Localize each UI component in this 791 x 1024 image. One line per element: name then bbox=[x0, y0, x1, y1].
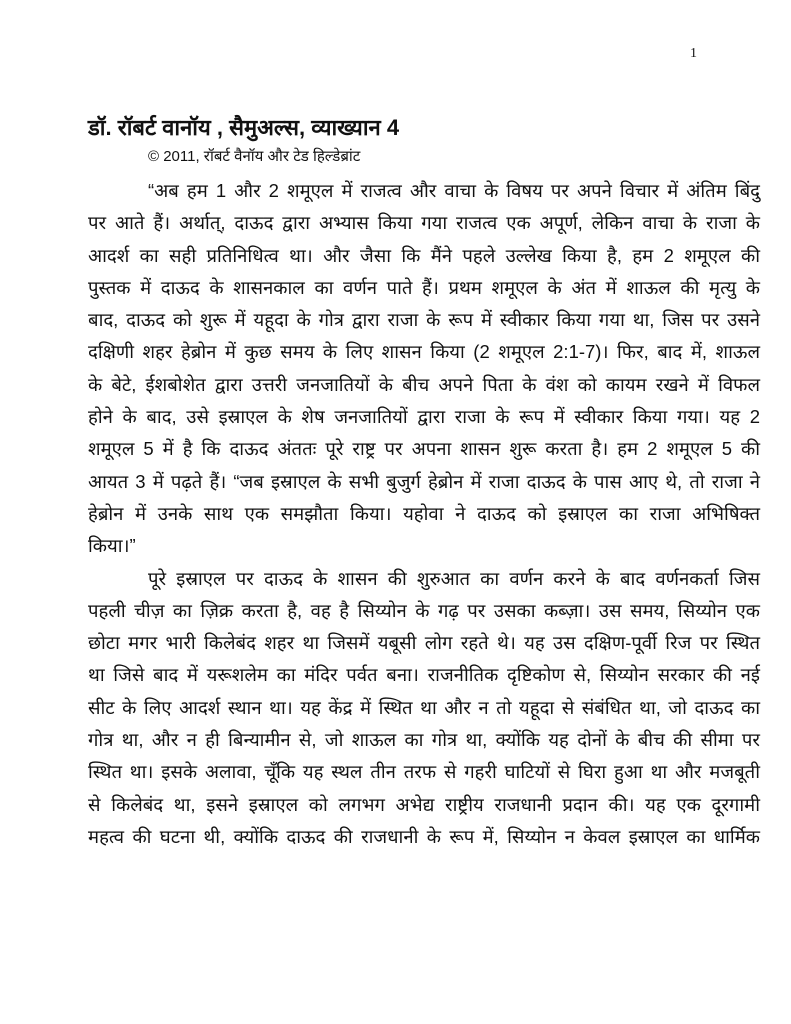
text-line: पहली चीज़ का ज़िक्र करता है, वह है सिय्योन के गढ़ पर उसका कब्ज़ा। उस समय, सिय्योन एक bbox=[88, 599, 760, 621]
text-line: होने के बाद, उसे इस्राएल के शेष जनजातियों द्वारा राजा के रूप में स्वीकार किया गया। यह 2 bbox=[88, 406, 760, 428]
text-line: पूरे इस्राएल पर दाऊद के शासन की शुरुआत का वर्णन करने के बाद वर्णनकर्ता जिस bbox=[148, 567, 760, 589]
text-line: बाद, दाऊद को शुरू में यहूदा के गोत्र द्वारा राजा के रूप में स्वीकार किया गया था, जिस पर उसने bbox=[88, 309, 760, 331]
document-title: डॉ. रॉबर्ट वानॉय , सैमुअल्स, व्याख्यान 4 bbox=[88, 115, 400, 140]
text-line: पुस्तक में दाऊद के शासनकाल का वर्णन पाते हैं। प्रथम शमूएल के अंत में शाऊल की मृत्यु के bbox=[88, 276, 760, 298]
page-number: 1 bbox=[690, 46, 697, 61]
text-line: आयत 3 में पढ़ते हैं। “जब इस्राएल के सभी बुजुर्ग हेब्रोन में राजा दाऊद के पास आए थे, तो राजा ने bbox=[88, 470, 760, 492]
text-line: से किलेबंद था, इसने इस्राएल को लगभग अभेद्य राष्ट्रीय राजधानी प्रदान की। यह एक दूरगामी bbox=[88, 793, 760, 815]
text-line: पर आते हैं। अर्थात्, दाऊद द्वारा अभ्यास किया गया राजत्व एक अपूर्ण, लेकिन वाचा के राजा के bbox=[88, 212, 760, 234]
text-line: छोटा मगर भारी किलेबंद शहर था जिसमें यबूसी लोग रहते थे। यह उस दक्षिण-पूर्वी रिज पर स्थित bbox=[88, 632, 760, 654]
text-line: गोत्र था, और न ही बिन्यामीन से, जो शाऊल का गोत्र था, क्योंकि यह दोनों के बीच की सीमा पर bbox=[88, 729, 760, 751]
text-line: “अब हम 1 और 2 शमूएल में राजत्व और वाचा के विषय पर अपने विचार में अंतिम बिंदु bbox=[148, 180, 760, 201]
text-line: स्थित था। इसके अलावा, चूँकि यह स्थल तीन तरफ से गहरी घाटियों से घिरा हुआ था और मजबूती bbox=[88, 761, 760, 783]
text-line: दक्षिणी शहर हेब्रोन में कुछ समय के लिए शासन किया (2 शमूएल 2:1-7)। फिर, बाद में, शाऊल bbox=[88, 341, 760, 363]
text-line: किया।” bbox=[88, 535, 136, 557]
text-line: था जिसे बाद में यरूशलेम का मंदिर पर्वत बना। राजनीतिक दृष्टिकोण से, सिय्योन सरकार की नई bbox=[88, 664, 760, 686]
copyright-line: © 2011, रॉबर्ट वैनॉय और टेड हिल्डेब्रांट bbox=[148, 148, 361, 165]
text-line: सीट के लिए आदर्श स्थान था। यह केंद्र में स्थित था और न तो यहूदा से संबंधित था, जो दाऊद का bbox=[88, 696, 760, 718]
body-text bbox=[88, 175, 760, 853]
text-line: महत्व की घटना थी, क्योंकि दाऊद की राजधानी के रूप में, सिय्योन न केवल इस्राएल का धार्मिक bbox=[88, 825, 760, 847]
text-line: शमूएल 5 में है कि दाऊद अंततः पूरे राष्ट्र पर अपना शासन शुरू करता है। हम 2 शमूएल 5 की bbox=[88, 438, 760, 460]
text-line: आदर्श का सही प्रतिनिधित्व था। और जैसा कि मैंने पहले उल्लेख किया है, हम 2 शमूएल की bbox=[88, 244, 760, 266]
text-line: के बेटे, ईशबोशेत द्वारा उत्तरी जनजातियों के बीच अपने पिता के वंश को कायम रखने में विफल bbox=[88, 373, 760, 395]
text-line: हेब्रोन में उनके साथ एक समझौता किया। यहोवा ने दाऊद को इस्राएल का राजा अभिषिक्त bbox=[88, 502, 760, 524]
